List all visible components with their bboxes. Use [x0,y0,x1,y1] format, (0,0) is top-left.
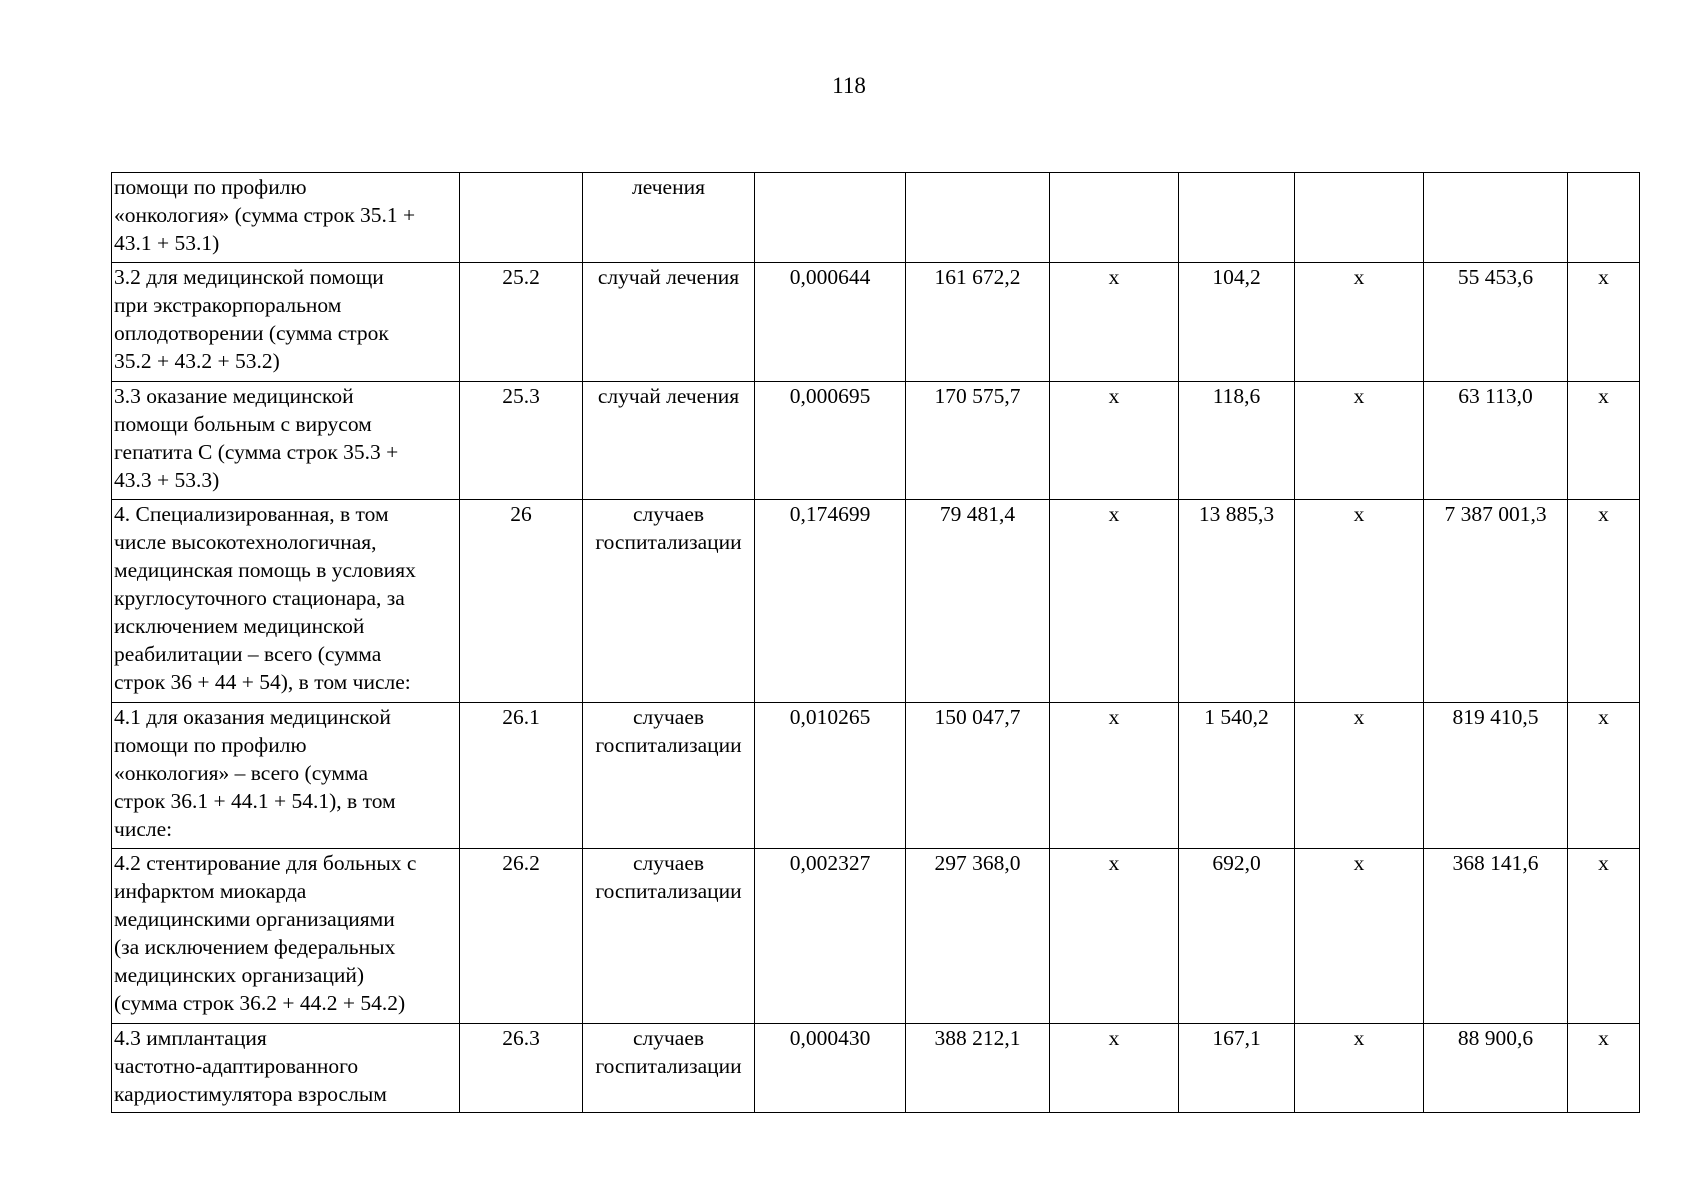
row-x2-cell: х [1295,1024,1424,1113]
row-total-cell: 118,6 [1179,382,1295,500]
row-sum-cell: 7 387 001,3 [1424,500,1568,703]
row-total-cell: 167,1 [1179,1024,1295,1113]
row-sum-cell: 368 141,6 [1424,849,1568,1024]
row-cost-cell: 170 575,7 [906,382,1050,500]
row-cost-cell: 161 672,2 [906,263,1050,382]
row-name-cell: 3.2 для медицинской помощи при экстракорпоральном оплодотворении (сумма строк 35.2 + 43.2 + 53.2) [112,263,460,382]
row-code-cell: 25.2 [460,263,583,382]
row-cost-cell: 150 047,7 [906,703,1050,849]
row-total-cell: 692,0 [1179,849,1295,1024]
row-x3-cell: х [1568,500,1640,703]
row-unit-cell: случаев госпитализации [583,703,755,849]
row-sum-cell [1424,173,1568,263]
row-code-cell: 26.2 [460,849,583,1024]
row-norm-cell: 0,000430 [755,1024,906,1113]
data-table [111,172,1640,1113]
row-name-cell: 3.3 оказание медицинской помощи больным с вирусом гепатита С (сумма строк 35.3 + 43.3 + 53.3) [112,382,460,500]
row-total-cell [1179,173,1295,263]
row-x3-cell: х [1568,263,1640,382]
row-cost-cell [906,173,1050,263]
row-x1-cell: х [1050,500,1179,703]
row-name-cell: 4.3 имплантация частотно-адаптированного кардиостимулятора взрослым [112,1024,460,1113]
row-x2-cell: х [1295,500,1424,703]
row-x3-cell [1568,173,1640,263]
table-row [112,849,1640,1024]
row-x3-cell: х [1568,703,1640,849]
row-unit-cell: лечения [583,173,755,263]
row-x1-cell: х [1050,703,1179,849]
row-cost-cell: 388 212,1 [906,1024,1050,1113]
table-row [112,263,1640,382]
row-unit-cell: случаев госпитализации [583,500,755,703]
row-sum-cell: 55 453,6 [1424,263,1568,382]
row-x2-cell: х [1295,703,1424,849]
row-norm-cell: 0,002327 [755,849,906,1024]
row-unit-cell: случай лечения [583,263,755,382]
row-sum-cell: 819 410,5 [1424,703,1568,849]
row-sum-cell: 88 900,6 [1424,1024,1568,1113]
row-norm-cell: 0,000695 [755,382,906,500]
row-norm-cell: 0,000644 [755,263,906,382]
row-unit-cell: случай лечения [583,382,755,500]
row-unit-cell: случаев госпитализации [583,849,755,1024]
row-code-cell [460,173,583,263]
row-x1-cell [1050,173,1179,263]
row-norm-cell [755,173,906,263]
row-total-cell: 104,2 [1179,263,1295,382]
row-x1-cell: х [1050,263,1179,382]
row-total-cell: 13 885,3 [1179,500,1295,703]
table-row [112,1024,1640,1113]
row-code-cell: 26 [460,500,583,703]
row-code-cell: 25.3 [460,382,583,500]
row-name-cell: 4. Специализированная, в том числе высокотехнологичная, медицинская помощь в условиях круглосуточного стационара, за исключением медицинской реабилитации – всего (сумма строк 36 + 44 + 54), в том числе: [112,500,460,703]
row-x2-cell: х [1295,263,1424,382]
row-norm-cell: 0,010265 [755,703,906,849]
row-x3-cell: х [1568,1024,1640,1113]
row-x3-cell: х [1568,849,1640,1024]
row-cost-cell: 79 481,4 [906,500,1050,703]
row-name-cell: помощи по профилю «онкология» (сумма строк 35.1 + 43.1 + 53.1) [112,173,460,263]
table-row [112,173,1640,263]
table-row [112,500,1640,703]
row-name-cell: 4.1 для оказания медицинской помощи по профилю «онкология» – всего (сумма строк 36.1 + 44.1 + 54.1), в том числе: [112,703,460,849]
row-norm-cell: 0,174699 [755,500,906,703]
row-name-cell: 4.2 стентирование для больных с инфарктом миокарда медицинскими организациями (за исключением федеральных медицинских организаций) (сумма строк 36.2 + 44.2 + 54.2) [112,849,460,1024]
page-number: 118 [832,73,866,98]
row-code-cell: 26.1 [460,703,583,849]
row-sum-cell: 63 113,0 [1424,382,1568,500]
row-x3-cell: х [1568,382,1640,500]
row-x2-cell [1295,173,1424,263]
row-total-cell: 1 540,2 [1179,703,1295,849]
row-x1-cell: х [1050,849,1179,1024]
row-cost-cell: 297 368,0 [906,849,1050,1024]
row-code-cell: 26.3 [460,1024,583,1113]
row-x1-cell: х [1050,1024,1179,1113]
row-x2-cell: х [1295,382,1424,500]
row-x1-cell: х [1050,382,1179,500]
table-row [112,703,1640,849]
table-row [112,382,1640,500]
row-x2-cell: х [1295,849,1424,1024]
row-unit-cell: случаев госпитализации [583,1024,755,1113]
